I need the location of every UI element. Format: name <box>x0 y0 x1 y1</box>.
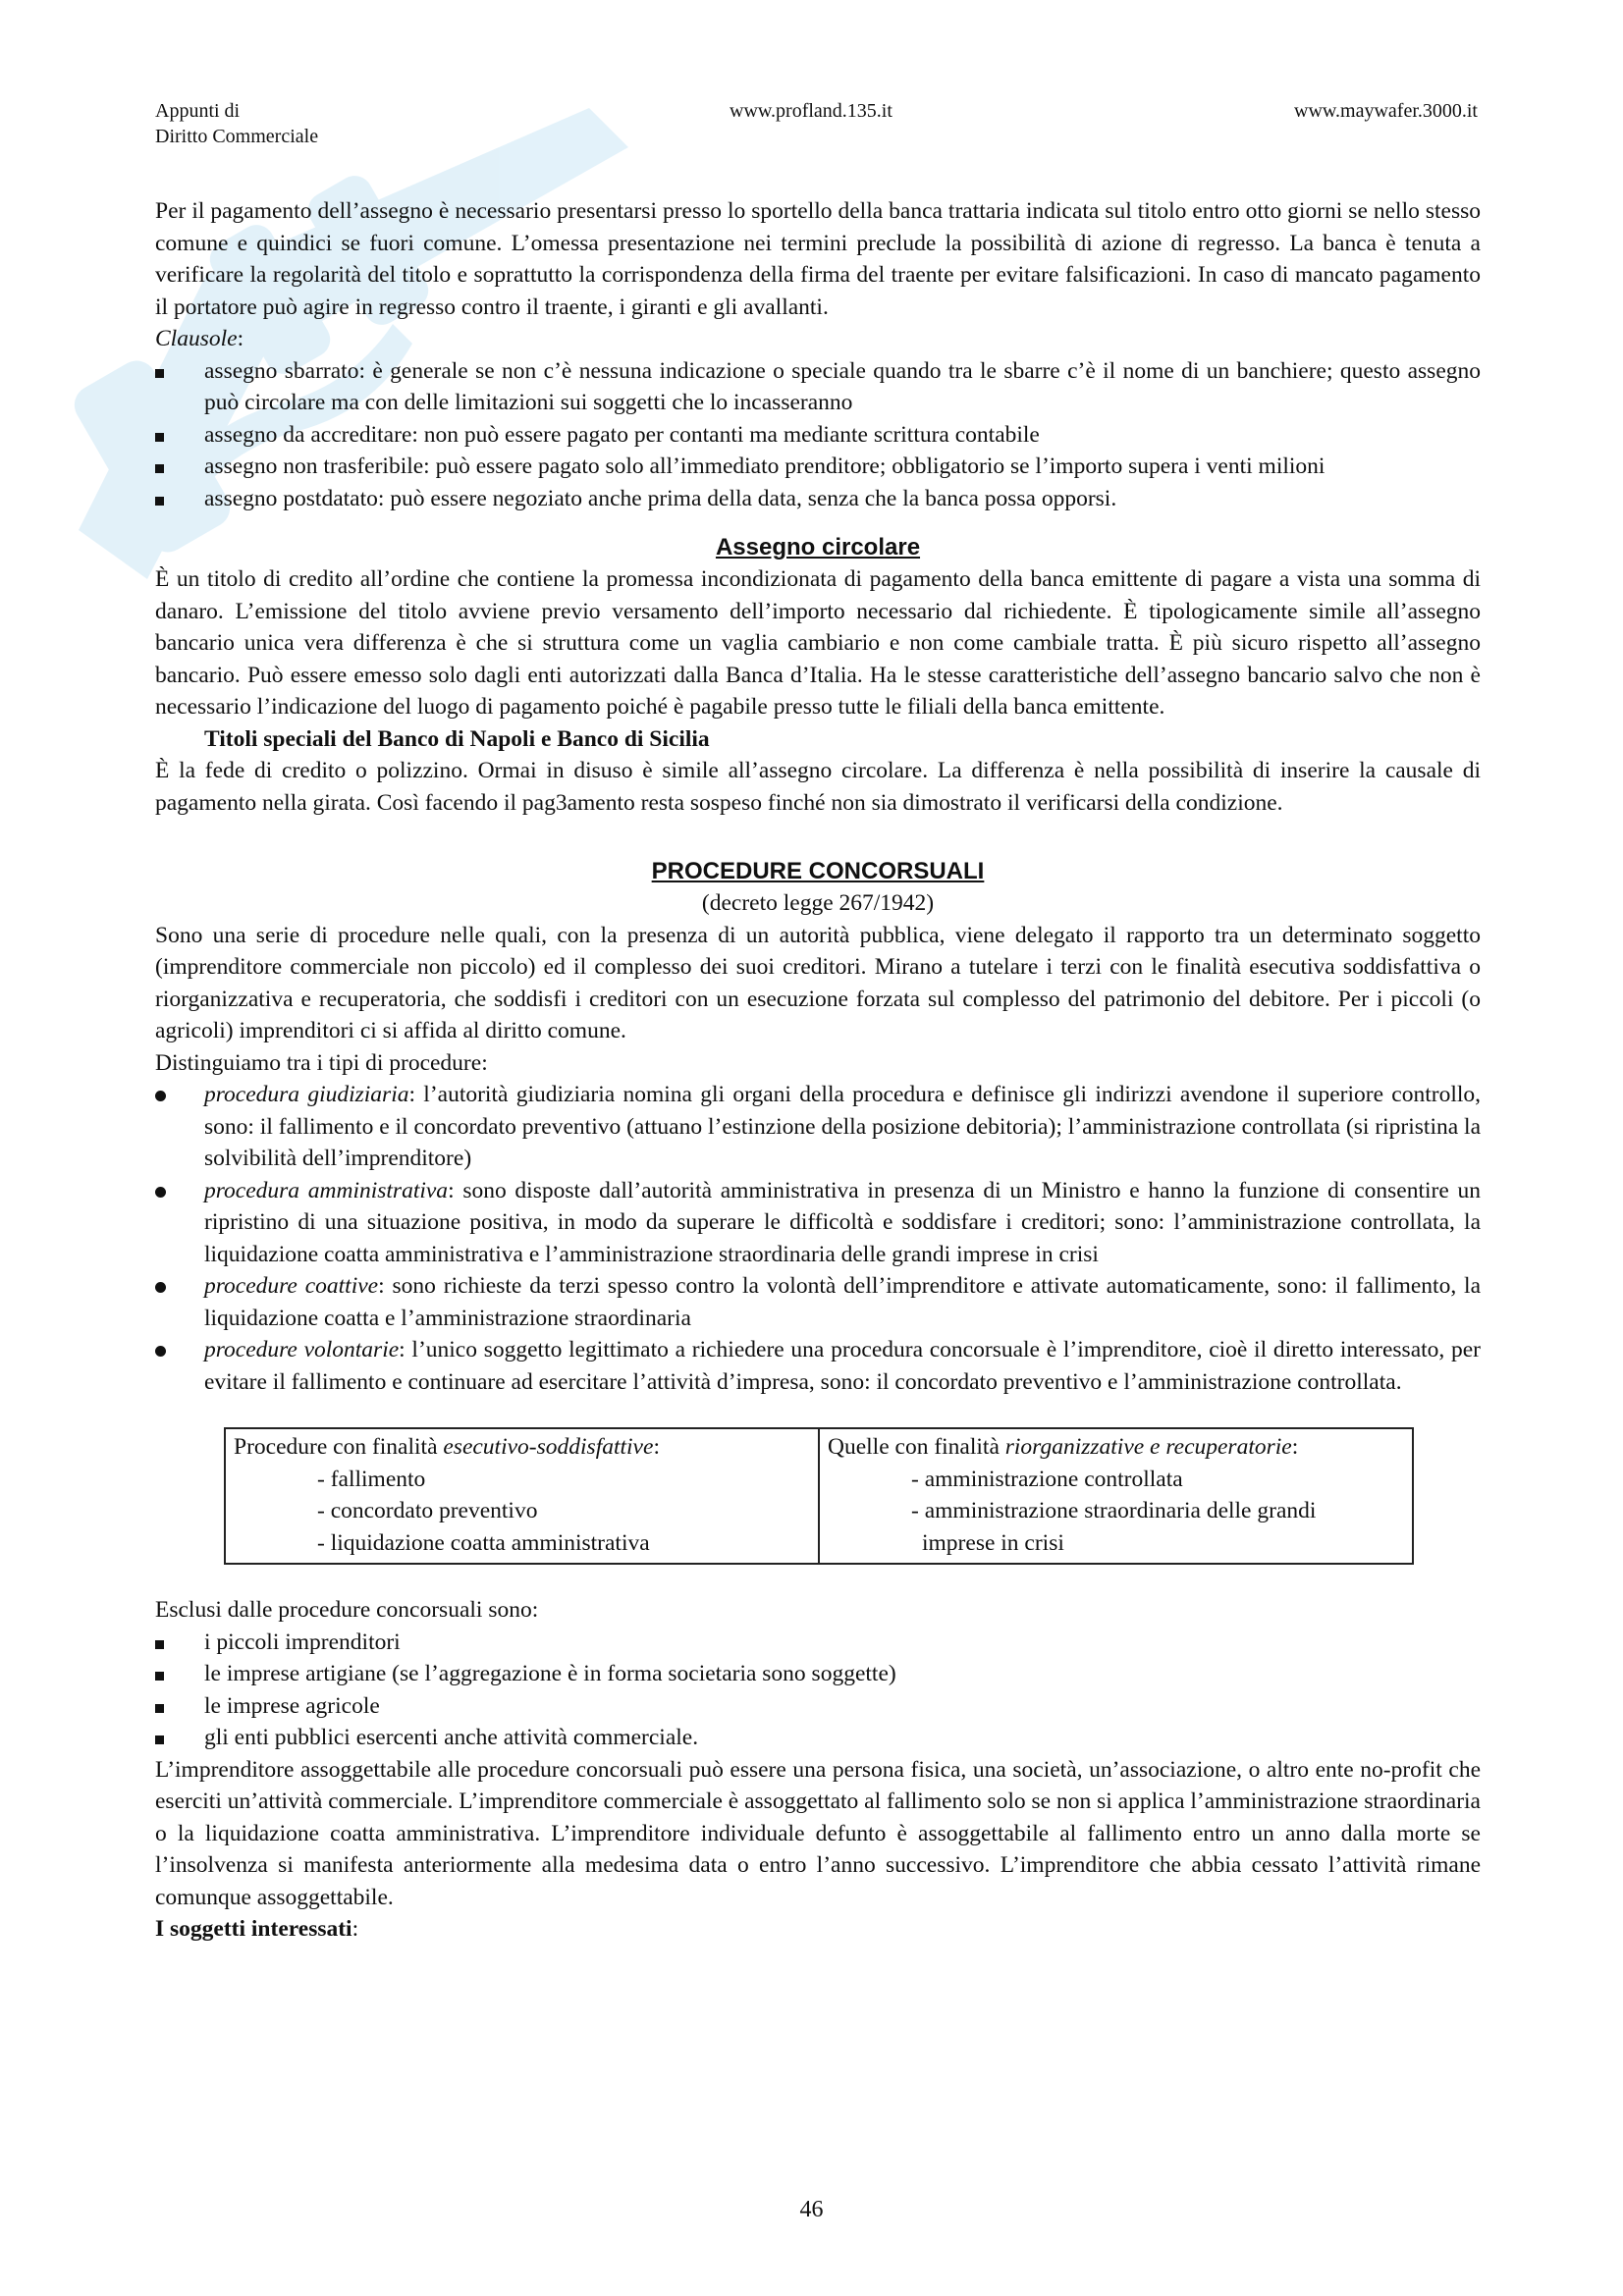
square-bullet-icon <box>155 369 164 378</box>
header-center-url[interactable]: www.profland.135.it <box>730 100 893 122</box>
finalita-table <box>224 1427 1414 1565</box>
table-right-item: - amministrazione straordinaria delle grandi <box>911 1498 1317 1523</box>
list-item <box>155 1270 1481 1334</box>
square-bullet-icon <box>155 1640 164 1649</box>
list-item <box>155 355 1481 419</box>
final-paragraph: L’imprenditore assoggettabile alle procedure concorsuali può essere una persona fisica, una società, un’associazione, o altro ente no-profit che eserciti un’attività commerciale. L’imprenditore commerciale è assoggettato al fallimento solo se non si applica l’amministrazione straordinaria o la liquidazione coatta amministrativa. L’imprenditore individuale defunto è assoggettabile al fallimento entro un anno dalla morte se l’insolvenza si manifesta anteriormente alla medesima data o entro l’anno successivo. L’imprenditore che abbia cessato l’attività rimane comunque assoggettabile. <box>155 1756 1481 1910</box>
list-item-text: i piccoli imprenditori <box>204 1629 401 1655</box>
list-item-term: procedura amministrativa <box>204 1177 449 1203</box>
list-item-text: le imprese agricole <box>204 1692 380 1719</box>
soggetti-heading <box>155 1913 1481 1946</box>
list-item-text: : l’unico soggetto legittimato a richiedere una procedura concorsuale è l’imprenditore, cioè il diretto interessato, per evitare il fallimento e continuare ad esercitare l’attività d’impresa, sono: il concordato preventivo e l’amministrazione controllata. <box>204 1337 1482 1395</box>
tipi-procedure-list <box>155 1079 1481 1398</box>
header-left <box>155 98 318 149</box>
table-left-item: - liquidazione coatta amministrativa <box>317 1529 650 1556</box>
table-right-prefix: Quelle con finalità <box>828 1434 1005 1460</box>
table-cell-left <box>225 1428 819 1564</box>
list-item-text: : l’autorità giudiziaria nomina gli organi della procedura e definisce gli indirizzi avendone il superiore controllo, sono: il fallimento e il concordato preventivo (attuano l’estinzione della posizione debitoria); l’amministrazione controllata (si ripristina la solvibilità dell’imprenditore) <box>204 1082 1482 1171</box>
list-item-text: gli enti pubblici esercenti anche attività commerciale. <box>204 1725 699 1750</box>
section-title-assegno-circolare: Assegno circolare <box>715 534 921 561</box>
table-left-item: - fallimento <box>317 1466 426 1492</box>
list-item <box>155 1690 1481 1723</box>
procedure-paragraph: Sono una serie di procedure nelle quali, con la presenza di un autorità pubblica, viene delegato il rapporto tra un determinato soggetto (imprenditore commerciale non piccolo) ed il complesso dei suoi creditori. Mirano a tutelare i terzi con le finalità esecutiva soddisfattiva o riorganizzativa e recuperatoria, che soddisfi i creditori con un esecuzione forzata sul complesso del patrimonio del debitore. Per i piccoli (o agricoli) imprenditori ci si affida al diritto comune. <box>155 922 1481 1043</box>
square-bullet-icon <box>155 1735 164 1744</box>
soggetti-label: I soggetti interessati <box>155 1916 352 1942</box>
titoli-speciali-paragraph: È la fede di credito o polizzino. Ormai in disuso è simile all’assegno circolare. La differenza è nella possibilità di inserire la causale di pagamento nella girata. Così facendo il pag3amento resta sospeso finché non sia dimostrato il verificarsi della condizione. <box>155 758 1481 816</box>
round-bullet-icon <box>155 1091 166 1101</box>
table-cell-right <box>819 1428 1413 1564</box>
table-right-item-wrap: imprese in crisi <box>922 1529 1064 1556</box>
clausole-label: Clausole <box>155 326 238 351</box>
header-left-line1: Appunti di <box>155 100 241 122</box>
list-item-text: assegno postdatato: può essere negoziato anche prima della data, senza che la banca possa opporsi. <box>204 485 1117 511</box>
list-item <box>155 1175 1481 1271</box>
esclusi-list <box>155 1627 1481 1754</box>
table-row <box>225 1428 1413 1564</box>
clausole-heading <box>155 323 1481 355</box>
list-item <box>155 1334 1481 1398</box>
list-item <box>155 1658 1481 1690</box>
section-title-procedure-concorsuali: PROCEDURE CONCORSUALI <box>651 858 985 884</box>
list-item <box>155 1722 1481 1754</box>
list-item <box>155 1079 1481 1175</box>
list-item-text: le imprese artigiane (se l’aggregazione è in forma societaria sono soggette) <box>204 1661 896 1686</box>
list-item-text: assegno non trasferibile: può essere pagato solo all’immediato prenditore; obbligatorio se l’importo supera i venti milioni <box>204 454 1325 479</box>
list-item-term: procedura giudiziaria <box>204 1082 409 1107</box>
table-left-emph: esecutivo-soddisfattive <box>443 1434 654 1460</box>
list-item-term: procedure volontarie <box>204 1337 400 1362</box>
list-item-text: : sono richieste da terzi spesso contro la volontà dell’imprenditore e attivate automaticamente, sono: il fallimento, la liquidazione coatta e l’amministrazione straordinaria <box>204 1273 1482 1331</box>
list-item-term: procedure coattive <box>204 1273 379 1299</box>
table-right-item: - amministrazione controllata <box>911 1466 1183 1492</box>
section-subtitle-decreto: (decreto legge 267/1942) <box>701 890 935 916</box>
table-left-heading <box>234 1431 810 1464</box>
square-bullet-icon <box>155 1704 164 1713</box>
table-right-emph: riorganizzative e recuperatorie <box>1004 1434 1292 1460</box>
list-item-text: assegno da accreditare: non può essere pagato per contanti ma mediante scrittura contabile <box>204 421 1040 448</box>
square-bullet-icon <box>155 1672 164 1681</box>
header-right-url[interactable]: www.maywafer.3000.it <box>1294 100 1478 122</box>
clausole-colon: : <box>237 326 244 351</box>
page-content <box>155 195 1481 1946</box>
intro-paragraph: Per il pagamento dell’assegno è necessario presentarsi presso lo sportello della banca trattaria indicata sul titolo entro otto giorni se nello stesso comune e quindici se fuori comune. L’omessa presentazione nei termini preclude la possibilità di azione di regresso. La banca è tenuta a verificare la regolarità del titolo e soprattutto la corrispondenza della firma del traente per evitare falsificazioni. In caso di mancato pagamento il portatore può agire in regresso contro il traente, i giranti e gli avallanti. <box>155 198 1481 320</box>
table-right-heading <box>828 1431 1404 1464</box>
list-item-text: : sono disposte dall’autorità amministrativa in presenza di un Ministro e hanno la funzione di consentire un ripristino di una situazione positiva, in modo da superare le difficoltà e soddisfare i creditori; sono: l’amministrazione controllata, la liquidazione coatta amministrativa e l’amministrazione straordinaria delle grandi imprese in crisi <box>204 1177 1481 1267</box>
page-header <box>155 98 1478 157</box>
clausole-list <box>155 355 1481 515</box>
list-item <box>155 1627 1481 1659</box>
square-bullet-icon <box>155 464 164 473</box>
page-number: 46 <box>799 2197 824 2222</box>
assegno-circolare-paragraph: È un titolo di credito all’ordine che contiene la promessa incondizionata di pagamento della banca emittente di pagare a vista una somma di danaro. L’emissione del titolo avviene previo versamento dell’importo necessario dal richiedente. È tipologicamente simile all’assegno bancario unica vera differenza è che si struttura come un vaglia cambiario e non come cambiale tratta. È più sicuro rispetto all’assegno bancario. Può essere emesso solo dagli enti autorizzati dalla Banca d’Italia. Ha le stesse caratteristiche dell’assegno bancario salvo che non è necessario l’indicazione del luogo di pagamento poiché è pagabile presso tutte le filiali della banca emittente. <box>155 566 1481 720</box>
subheading-titoli-speciali: Titoli speciali del Banco di Napoli e Banco di Sicilia <box>204 725 710 752</box>
square-bullet-icon <box>155 433 164 442</box>
table-left-prefix: Procedure con finalità <box>234 1434 444 1460</box>
soggetti-colon: : <box>352 1916 359 1942</box>
table-right-suffix: : <box>1291 1434 1299 1460</box>
distinguiamo-line: Distinguiamo tra i tipi di procedure: <box>155 1049 488 1076</box>
list-item <box>155 419 1481 452</box>
table-left-item: - concordato preventivo <box>317 1498 538 1523</box>
round-bullet-icon <box>155 1346 166 1357</box>
list-item-text: assegno sbarrato: è generale se non c’è nessuna indicazione o speciale quando tra le sbarre c’è il nome di un banchiere; questo assegno può circolare ma con delle limitazioni sui soggetti che lo incasseranno <box>204 357 1481 415</box>
table-left-suffix: : <box>653 1434 660 1460</box>
round-bullet-icon <box>155 1282 166 1293</box>
list-item <box>155 483 1481 515</box>
esclusi-intro: Esclusi dalle procedure concorsuali sono: <box>155 1597 539 1623</box>
list-item <box>155 451 1481 483</box>
header-left-line2: Diritto Commerciale <box>155 126 319 147</box>
square-bullet-icon <box>155 497 164 506</box>
round-bullet-icon <box>155 1187 166 1198</box>
